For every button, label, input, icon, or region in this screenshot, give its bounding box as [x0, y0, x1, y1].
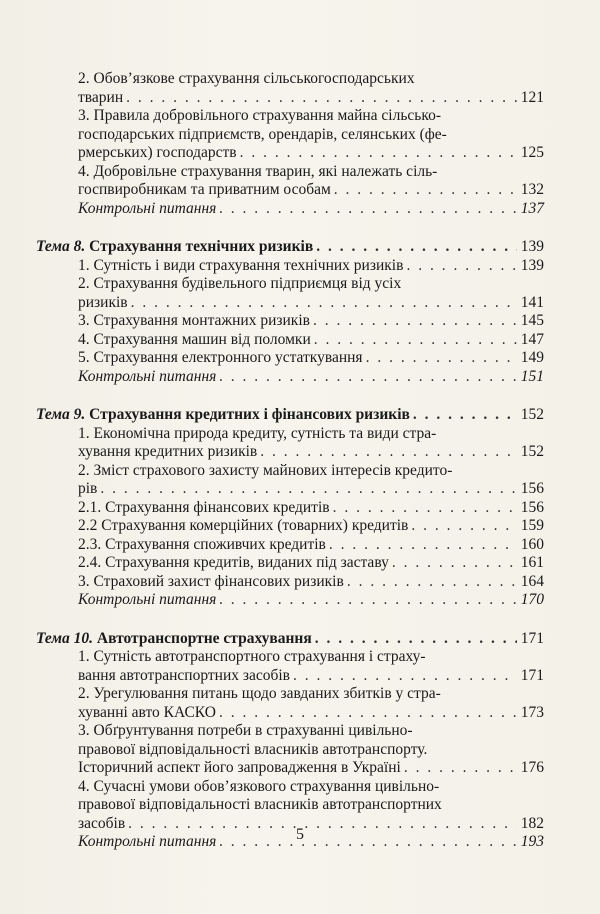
page-ref: 121 — [520, 88, 544, 106]
toc-entry: 1. Сутність автотранспортного страхування і страху- — [78, 648, 426, 665]
dot-leader — [313, 312, 517, 331]
toc-entry: 5. Страхування електронного устаткування . . . 149 — [36, 349, 544, 368]
table-of-contents — [36, 70, 544, 852]
page-ref: 145 — [520, 312, 544, 329]
dot-leader — [219, 368, 517, 387]
page-ref: 141 — [520, 293, 544, 311]
dot-leader — [334, 181, 517, 200]
page-ref: 149 — [520, 349, 544, 366]
dot-leader — [329, 536, 517, 555]
dot-leader — [406, 257, 517, 276]
page-ref: 147 — [520, 330, 544, 348]
dot-leader — [315, 630, 517, 649]
toc-entry: 3. Правила добровільного страхування майна сільсько- — [78, 107, 442, 124]
toc-entry: господарських підприємств, орендарів, селянських (фе- — [78, 125, 447, 143]
topic-heading: Тема 10. Автотранспортне страхування . . . 171 — [36, 630, 544, 649]
page-ref: 182 — [520, 814, 544, 832]
dot-leader — [240, 144, 517, 163]
toc-questions: Контрольні питання . . . 137 — [36, 200, 544, 219]
toc-entry: ризиків . . . 141 — [36, 294, 544, 313]
toc-entry: хуванні авто КАСКО . . . 173 — [36, 704, 544, 723]
page-ref: 156 — [520, 498, 544, 516]
page-number: 5 — [296, 826, 304, 843]
page-ref: 156 — [520, 480, 544, 497]
toc-entry: 2. Зміст страхового захисту майнових інтересів кредито- — [78, 461, 453, 479]
toc-entry: 2.1. Страхування фінансових кредитів . . . 156 — [36, 499, 544, 518]
dot-leader — [219, 200, 517, 219]
dot-leader — [413, 406, 517, 425]
toc-entry: тварин . . . 121 — [36, 89, 544, 108]
toc-entry: рмерських) господарств . . . 125 — [36, 144, 544, 163]
toc-entry: 3. Страхування монтажних ризиків . . . 145 — [36, 312, 544, 331]
page-ref: 159 — [520, 517, 544, 534]
toc-entry: 4. Страхування машин від поломки . . . 147 — [36, 331, 544, 350]
toc-questions: Контрольні питання . . . 170 — [36, 591, 544, 610]
dot-leader — [333, 499, 517, 518]
toc-entry: 2.2 Страхування комерційних (товарних) кредитів . . . 159 — [36, 517, 544, 536]
page-ref: 170 — [520, 591, 544, 608]
page-ref: 161 — [520, 554, 544, 571]
toc-entry: госпвиробникам та приватним особам . . . 132 — [36, 181, 544, 200]
dot-leader — [219, 704, 517, 723]
toc-entry: хування кредитних ризиків . . . 152 — [36, 443, 544, 462]
toc-entry: 2.4. Страхування кредитів, виданих під заставу . . . 161 — [36, 554, 544, 573]
toc-entry: 3. Страховий захист фінансових ризиків . . . 164 — [36, 573, 544, 592]
dot-leader — [219, 591, 517, 610]
dot-leader — [260, 443, 517, 462]
toc-entry: 3. Обґрунтування потреби в страхуванні цивільно- — [78, 722, 413, 739]
page-ref: 160 — [520, 535, 544, 553]
toc-entry: правової відповідальності власників автотранспортних — [78, 796, 442, 813]
toc-entry: 2. Урегулювання питань щодо завданих збитків у стра- — [78, 685, 441, 702]
page-ref: 132 — [520, 181, 544, 198]
toc-entry: 1. Сутність і види страхування технічних ризиків . . . 139 — [36, 257, 544, 276]
dot-leader — [392, 554, 517, 573]
page-ref: 171 — [520, 666, 544, 684]
dot-leader — [316, 238, 517, 257]
toc-entry: засобів . . . 182 — [36, 815, 544, 834]
toc-entry: 2.3. Страхування споживчих кредитів . . . 160 — [36, 536, 544, 555]
toc-entry: рів . . . 156 — [36, 480, 544, 499]
page-ref: 164 — [520, 572, 544, 590]
page-ref: 152 — [520, 443, 544, 460]
dot-leader — [314, 331, 517, 350]
toc-questions: Контрольні питання . . . 193 — [36, 833, 544, 852]
page-ref: 139 — [520, 238, 544, 255]
dot-leader — [126, 89, 517, 108]
page-ref: 152 — [520, 406, 544, 423]
page-ref: 171 — [520, 629, 544, 647]
dot-leader — [100, 480, 517, 499]
toc-entry: 2. Обов’язкове страхування сільськогосподарських — [78, 70, 415, 87]
page-ref: 125 — [520, 144, 544, 161]
dot-leader — [131, 294, 517, 313]
page-ref: 173 — [520, 703, 544, 721]
page-ref: 151 — [520, 367, 544, 385]
toc-entry: 4. Добровільне страхування тварин, які належать сіль- — [78, 162, 438, 180]
topic-heading: Тема 9. Страхування кредитних і фінансових ризиків . . . 152 — [36, 406, 544, 425]
page-ref: 137 — [520, 199, 544, 217]
dot-leader — [347, 573, 517, 592]
dot-leader — [404, 759, 517, 778]
dot-leader — [293, 667, 517, 686]
toc-entry: правової відповідальності власників автотранспорту. — [78, 740, 428, 758]
toc-entry: Історичний аспект його запровадження в Україні . . . 176 — [36, 759, 544, 778]
page-ref: 176 — [520, 759, 544, 776]
dot-leader — [411, 517, 517, 536]
toc-entry: 1. Економічна природа кредиту, сутність та види стра- — [78, 424, 437, 442]
toc-entry: 2. Страхування будівельного підприємця від усіх — [78, 275, 402, 292]
topic-heading: Тема 8. Страхування технічних ризиків . . . 139 — [36, 238, 544, 257]
page-ref: 193 — [520, 833, 544, 850]
toc-questions: Контрольні питання . . . 151 — [36, 368, 544, 387]
dot-leader — [366, 349, 517, 368]
toc-entry: вання автотранспортних засобів . . . 171 — [36, 667, 544, 686]
page-ref: 139 — [520, 256, 544, 274]
toc-entry: 4. Сучасні умови обов’язкового страхування цивільно- — [78, 777, 440, 795]
